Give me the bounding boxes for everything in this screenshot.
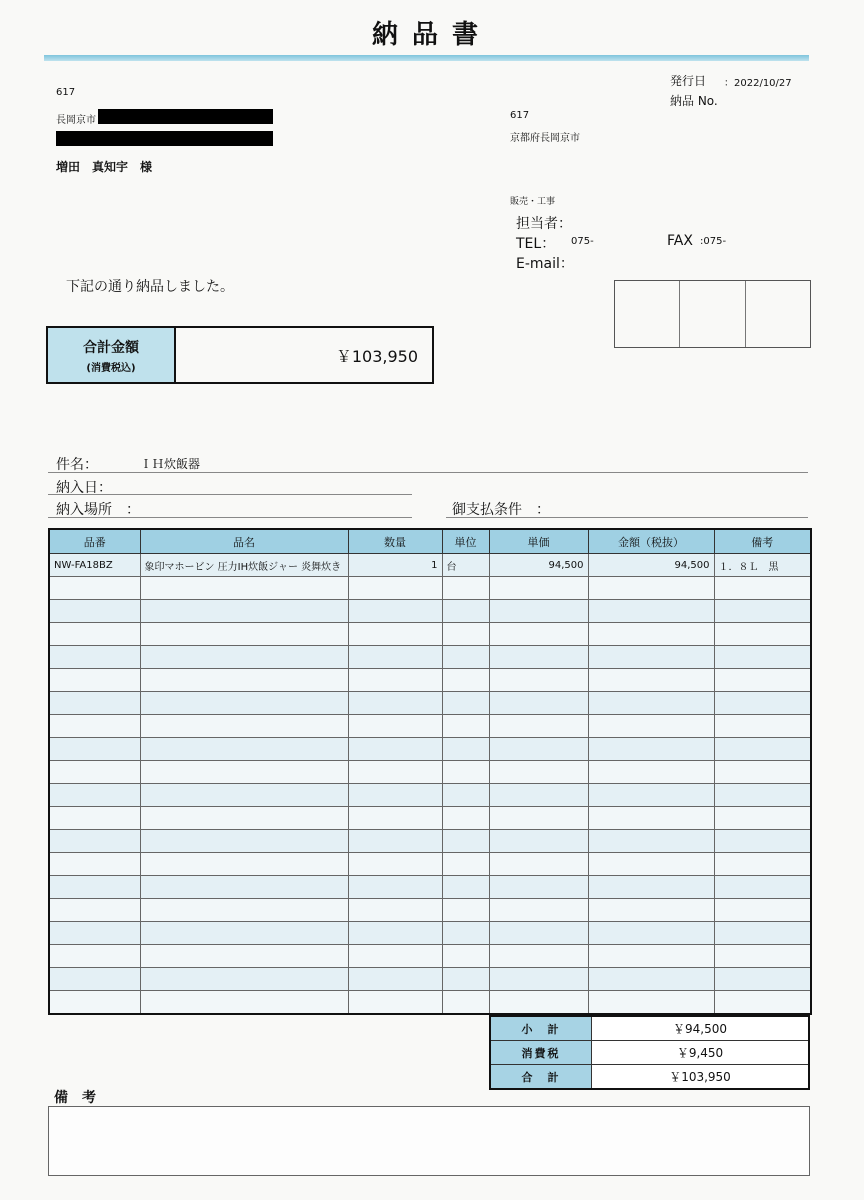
- empty-cell: [49, 876, 140, 899]
- table-row: [49, 922, 811, 945]
- subtotal-value: ￥94,500: [592, 1016, 810, 1041]
- empty-cell: [348, 991, 442, 1015]
- empty-cell: [489, 876, 588, 899]
- empty-cell: [714, 761, 811, 784]
- table-row: [49, 554, 811, 577]
- empty-cell: [140, 968, 348, 991]
- empty-cell: [442, 991, 489, 1015]
- empty-cell: [348, 669, 442, 692]
- empty-cell: [489, 991, 588, 1015]
- empty-cell: [442, 899, 489, 922]
- empty-cell: [588, 807, 714, 830]
- empty-cell: [714, 899, 811, 922]
- empty-cell: [588, 761, 714, 784]
- empty-cell: [588, 830, 714, 853]
- empty-cell: [49, 807, 140, 830]
- empty-cell: [714, 991, 811, 1015]
- empty-cell: [588, 738, 714, 761]
- empty-cell: [140, 646, 348, 669]
- empty-cell: [442, 784, 489, 807]
- empty-cell: [489, 761, 588, 784]
- empty-cell: [140, 738, 348, 761]
- header-product-code: 品番: [49, 529, 140, 554]
- empty-cell: [49, 899, 140, 922]
- empty-cell: [140, 830, 348, 853]
- cell-quantity: 1: [348, 554, 442, 577]
- grand-total-row: [490, 1065, 809, 1090]
- tax-value: ￥9,450: [592, 1041, 810, 1065]
- sender-postal: 617: [510, 110, 530, 121]
- empty-cell: [140, 807, 348, 830]
- empty-cell: [348, 922, 442, 945]
- empty-cell: [49, 577, 140, 600]
- email-label: E-mail：: [516, 256, 574, 272]
- empty-cell: [714, 853, 811, 876]
- header-quantity: 数量: [348, 529, 442, 554]
- table-row: [49, 623, 811, 646]
- empty-cell: [588, 692, 714, 715]
- empty-cell: [442, 807, 489, 830]
- sender-address: 京都府長岡京市: [510, 133, 580, 144]
- issue-date-value: ：2022/10/27: [724, 78, 792, 89]
- tax-included-note: (消費税込): [86, 362, 136, 374]
- empty-cell: [140, 945, 348, 968]
- fax-value: :075-: [700, 236, 727, 247]
- empty-cell: [714, 784, 811, 807]
- recipient-address: 長岡京市: [56, 115, 96, 126]
- recipient-name: 増田 真知宇 様: [56, 160, 153, 174]
- empty-cell: [140, 784, 348, 807]
- empty-cell: [588, 623, 714, 646]
- empty-cell: [714, 830, 811, 853]
- empty-cell: [49, 830, 140, 853]
- cell-product-code: NW-FA18BZ: [49, 554, 140, 577]
- total-amount-box: [46, 326, 434, 384]
- empty-cell: [489, 692, 588, 715]
- table-row: [49, 945, 811, 968]
- empty-cell: [140, 669, 348, 692]
- cell-remarks: １．８Ｌ 黒: [714, 554, 811, 577]
- seal-box: [680, 281, 745, 347]
- grand-total-label: 合 計: [490, 1065, 592, 1090]
- empty-cell: [489, 945, 588, 968]
- empty-cell: [588, 669, 714, 692]
- tel-value: 075-: [571, 236, 594, 247]
- header-product-name: 品名: [140, 529, 348, 554]
- table-row: [49, 899, 811, 922]
- empty-cell: [49, 669, 140, 692]
- empty-cell: [49, 623, 140, 646]
- header-unit-price: 単価: [489, 529, 588, 554]
- empty-cell: [489, 577, 588, 600]
- cell-product-name: 象印マホービン 圧力IH炊飯ジャー 炎舞炊き: [140, 554, 348, 577]
- empty-cell: [588, 600, 714, 623]
- summary-table: [489, 1015, 810, 1090]
- empty-cell: [442, 761, 489, 784]
- seal-box: [746, 281, 810, 347]
- subtotal-label: 小 計: [490, 1016, 592, 1041]
- title-underline: [44, 55, 809, 61]
- remarks-box: [48, 1106, 810, 1176]
- empty-cell: [49, 991, 140, 1015]
- empty-cell: [348, 807, 442, 830]
- empty-cell: [348, 899, 442, 922]
- empty-cell: [49, 761, 140, 784]
- issue-date-label: 発行日: [670, 74, 707, 88]
- empty-cell: [714, 807, 811, 830]
- empty-cell: [49, 600, 140, 623]
- empty-cell: [442, 876, 489, 899]
- empty-cell: [489, 807, 588, 830]
- remarks-label: 備 考: [54, 1090, 96, 1106]
- subject-label: 件名：: [56, 457, 98, 473]
- cell-unit: 台: [442, 554, 489, 577]
- empty-cell: [489, 715, 588, 738]
- empty-cell: [442, 830, 489, 853]
- empty-cell: [49, 784, 140, 807]
- empty-cell: [442, 692, 489, 715]
- table-row: [49, 738, 811, 761]
- table-row: [49, 784, 811, 807]
- empty-cell: [49, 968, 140, 991]
- cell-unit-price: 94,500: [489, 554, 588, 577]
- empty-cell: [489, 830, 588, 853]
- table-row: [49, 692, 811, 715]
- grand-total-value: ￥103,950: [592, 1065, 810, 1090]
- total-amount-label-cell: [48, 328, 176, 382]
- table-row: [49, 876, 811, 899]
- table-row: [49, 761, 811, 784]
- empty-cell: [489, 646, 588, 669]
- empty-cell: [49, 945, 140, 968]
- empty-cell: [140, 715, 348, 738]
- empty-cell: [348, 646, 442, 669]
- empty-cell: [442, 922, 489, 945]
- empty-cell: [348, 968, 442, 991]
- seal-box: [615, 281, 680, 347]
- empty-cell: [714, 876, 811, 899]
- empty-cell: [489, 784, 588, 807]
- empty-cell: [588, 646, 714, 669]
- empty-cell: [489, 669, 588, 692]
- empty-cell: [348, 692, 442, 715]
- empty-cell: [588, 876, 714, 899]
- empty-cell: [49, 853, 140, 876]
- empty-cell: [442, 853, 489, 876]
- tax-row: [490, 1041, 809, 1065]
- empty-cell: [588, 853, 714, 876]
- empty-cell: [140, 899, 348, 922]
- recipient-postal: 617: [56, 87, 76, 98]
- table-row: [49, 600, 811, 623]
- empty-cell: [489, 623, 588, 646]
- empty-cell: [49, 692, 140, 715]
- total-amount-value: ￥103,950: [335, 346, 418, 366]
- empty-cell: [442, 738, 489, 761]
- empty-cell: [140, 692, 348, 715]
- empty-cell: [714, 715, 811, 738]
- delivery-no-label: 納品 No.: [670, 94, 718, 108]
- empty-cell: [348, 876, 442, 899]
- empty-cell: [140, 623, 348, 646]
- empty-cell: [714, 577, 811, 600]
- header-unit: 単位: [442, 529, 489, 554]
- empty-cell: [489, 968, 588, 991]
- empty-cell: [348, 577, 442, 600]
- empty-cell: [714, 945, 811, 968]
- empty-cell: [442, 669, 489, 692]
- empty-cell: [714, 669, 811, 692]
- delivery-place-label: 納入場所 ：: [56, 502, 140, 518]
- empty-cell: [588, 922, 714, 945]
- empty-cell: [49, 922, 140, 945]
- empty-cell: [49, 738, 140, 761]
- empty-cell: [714, 922, 811, 945]
- empty-cell: [489, 853, 588, 876]
- table-row: [49, 853, 811, 876]
- document-title: 納品書: [371, 20, 492, 50]
- empty-cell: [588, 577, 714, 600]
- subtotal-row: [490, 1016, 809, 1041]
- table-row: [49, 807, 811, 830]
- table-row: [49, 669, 811, 692]
- empty-cell: [588, 715, 714, 738]
- empty-cell: [348, 761, 442, 784]
- empty-cell: [489, 899, 588, 922]
- redaction-bar: [98, 109, 273, 124]
- empty-cell: [489, 922, 588, 945]
- table-row: [49, 830, 811, 853]
- empty-cell: [140, 876, 348, 899]
- table-header-row: [49, 529, 811, 554]
- empty-cell: [442, 715, 489, 738]
- empty-cell: [442, 968, 489, 991]
- empty-cell: [348, 738, 442, 761]
- empty-cell: [714, 968, 811, 991]
- empty-cell: [442, 577, 489, 600]
- seal-boxes: [614, 280, 811, 348]
- empty-cell: [588, 784, 714, 807]
- empty-cell: [348, 600, 442, 623]
- sender-department: 販売・工事: [510, 197, 556, 207]
- empty-cell: [714, 692, 811, 715]
- payment-terms-label: 御支払条件 ：: [452, 502, 550, 518]
- empty-cell: [140, 922, 348, 945]
- fax-label: FAX: [667, 233, 693, 249]
- items-table: [48, 528, 812, 1015]
- person-in-charge-label: 担当者：: [516, 216, 572, 232]
- header-amount: 金額（税抜）: [588, 529, 714, 554]
- empty-cell: [489, 600, 588, 623]
- empty-cell: [588, 945, 714, 968]
- empty-cell: [588, 991, 714, 1015]
- empty-cell: [140, 600, 348, 623]
- redaction-bar: [56, 131, 273, 146]
- empty-cell: [140, 761, 348, 784]
- empty-cell: [140, 853, 348, 876]
- cell-amount: 94,500: [588, 554, 714, 577]
- empty-cell: [714, 623, 811, 646]
- empty-cell: [140, 577, 348, 600]
- delivery-message: 下記の通り納品しました。: [66, 279, 234, 295]
- empty-cell: [714, 600, 811, 623]
- empty-cell: [588, 899, 714, 922]
- empty-cell: [49, 715, 140, 738]
- empty-cell: [49, 646, 140, 669]
- empty-cell: [348, 784, 442, 807]
- empty-cell: [442, 945, 489, 968]
- empty-cell: [348, 715, 442, 738]
- empty-cell: [588, 968, 714, 991]
- subject-value: ＩＨ炊飯器: [140, 457, 201, 471]
- table-row: [49, 991, 811, 1015]
- table-row: [49, 715, 811, 738]
- empty-cell: [442, 646, 489, 669]
- tax-label: 消費税: [490, 1041, 592, 1065]
- table-row: [49, 968, 811, 991]
- empty-cell: [348, 945, 442, 968]
- empty-cell: [714, 646, 811, 669]
- empty-cell: [714, 738, 811, 761]
- empty-cell: [442, 623, 489, 646]
- total-amount-label: 合計金額: [83, 339, 139, 356]
- table-row: [49, 577, 811, 600]
- empty-cell: [489, 738, 588, 761]
- empty-cell: [348, 853, 442, 876]
- tel-label: TEL：: [516, 236, 556, 252]
- table-row: [49, 646, 811, 669]
- header-remarks: 備考: [714, 529, 811, 554]
- empty-cell: [348, 623, 442, 646]
- empty-cell: [140, 991, 348, 1015]
- empty-cell: [442, 600, 489, 623]
- empty-cell: [348, 830, 442, 853]
- delivery-date-label: 納入日：: [56, 480, 112, 496]
